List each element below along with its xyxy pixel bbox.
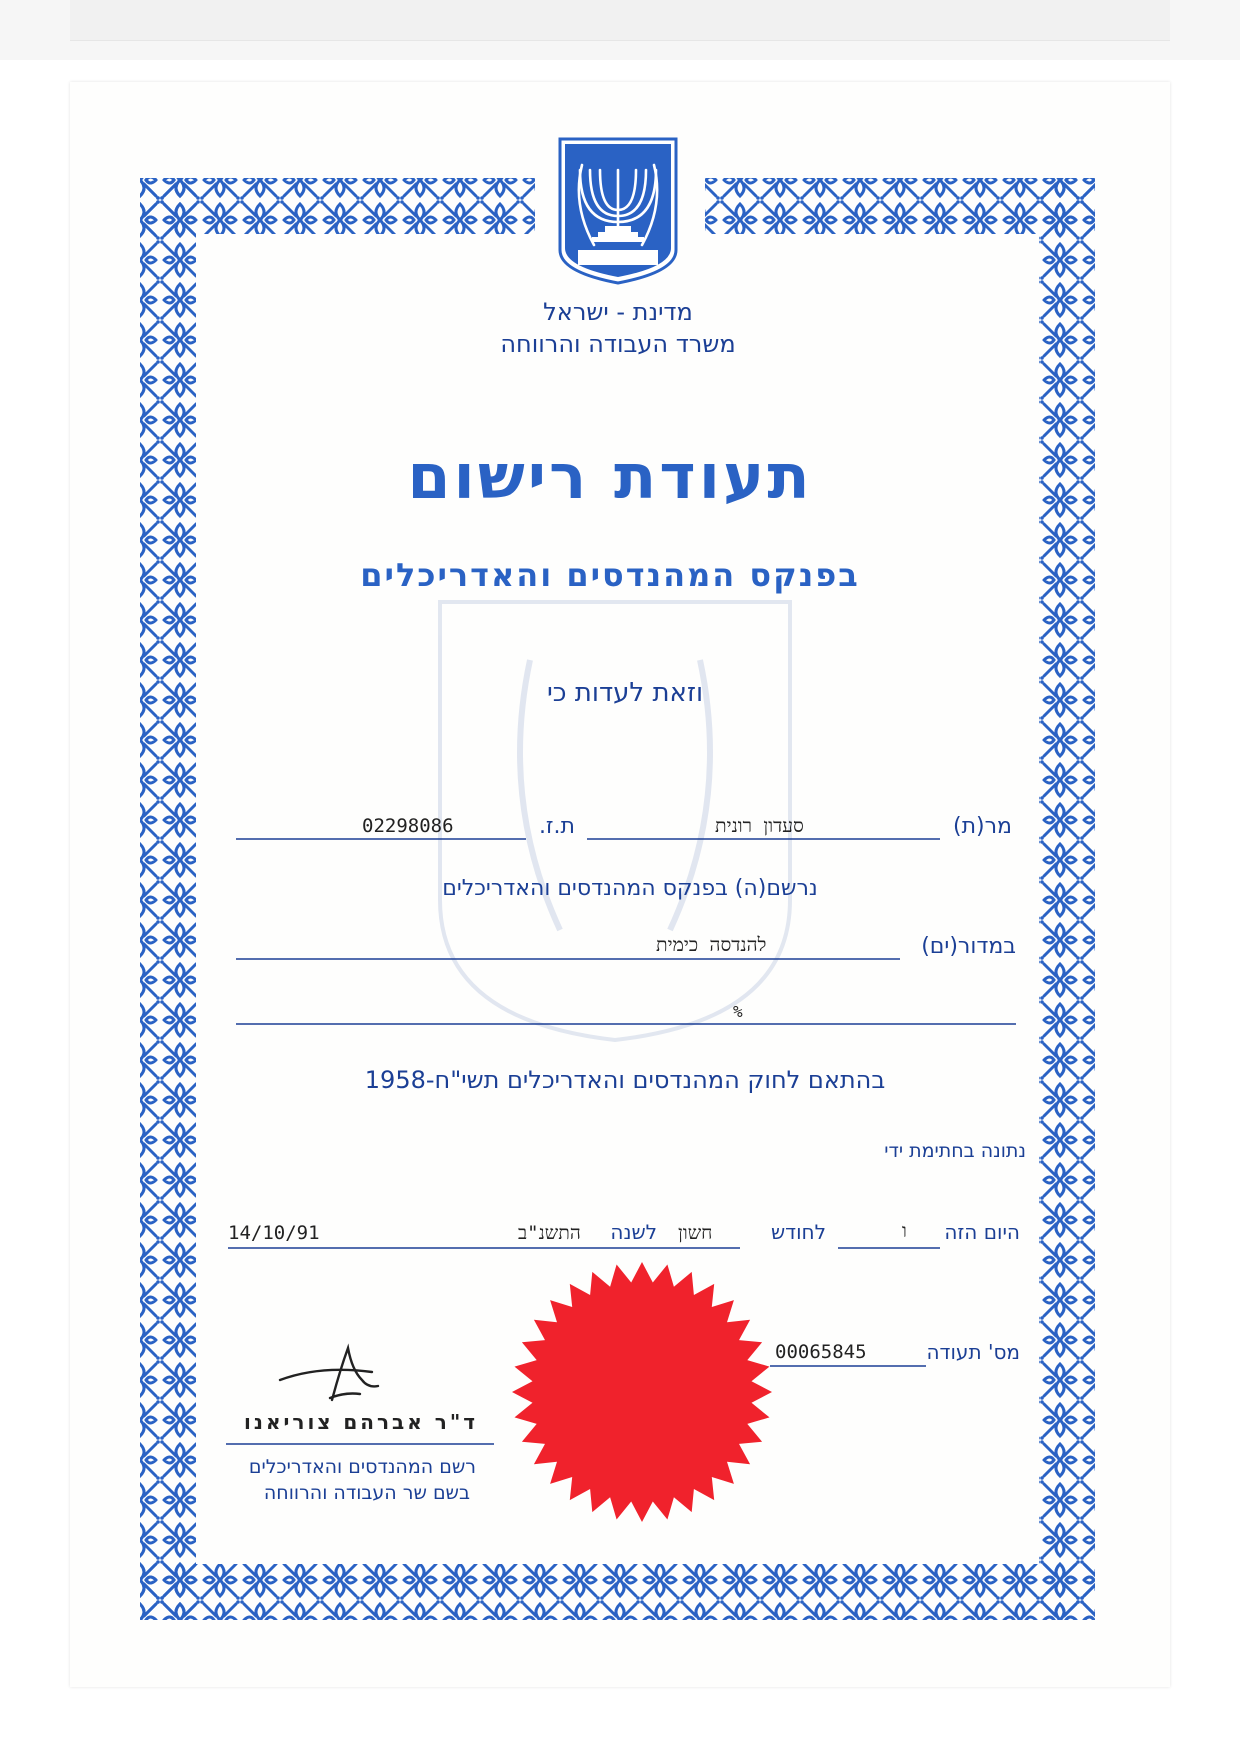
law-text: בהתאם לחוק המהנדסים והאדריכלים תשי"ח-1958 [364,1066,886,1094]
handwritten-signature-icon [280,1348,378,1400]
emblem-label: ישראל [601,250,635,264]
year-value: התשנ"ב [518,1222,581,1244]
year-label: לשנה [610,1220,657,1244]
month-value: חשון [678,1222,713,1244]
section-label: במדור(ים) [921,934,1016,959]
blank-line-mark: % [733,1002,743,1021]
ministry-name: משרד העבודה והרווחה [500,330,736,358]
signatory-role-line1: רשם המהנדסים והאדריכלים [248,1456,476,1478]
day-label: היום הזה [944,1220,1020,1244]
certificate-subtitle: בפנקס המהנדסים והאדריכלים [360,556,860,594]
section-value: להנדסה כימית [656,934,767,956]
certificate-number-value: 00065845 [775,1341,867,1363]
certificate-title: תעודת רישום [407,440,813,513]
state-name: מדינת - ישראל [543,298,693,326]
id-label: ת.ז. [538,814,575,839]
registered-text: נרשם(ה) בפנקס המהנדסים והאדריכלים [442,876,818,901]
intro-text: וזאת לעדות כי [546,678,704,708]
signatory-role-line2: בשם שר העבודה והרווחה [263,1482,470,1504]
id-value: 02298086 [362,815,454,837]
certificate-number-label: מס' תעודה [926,1340,1020,1364]
red-wax-seal-icon [512,1262,772,1522]
name-value: סעדון רונית [715,815,804,837]
signed-text: נתונה בחתימת ידי [884,1140,1026,1162]
date-value: 14/10/91 [228,1222,320,1244]
month-label: לחודש [771,1220,826,1244]
name-label: מר(ת) [953,814,1012,839]
day-value: ו [902,1220,907,1242]
signatory-name: ד"ר אברהם צוריאנו [244,1410,478,1434]
